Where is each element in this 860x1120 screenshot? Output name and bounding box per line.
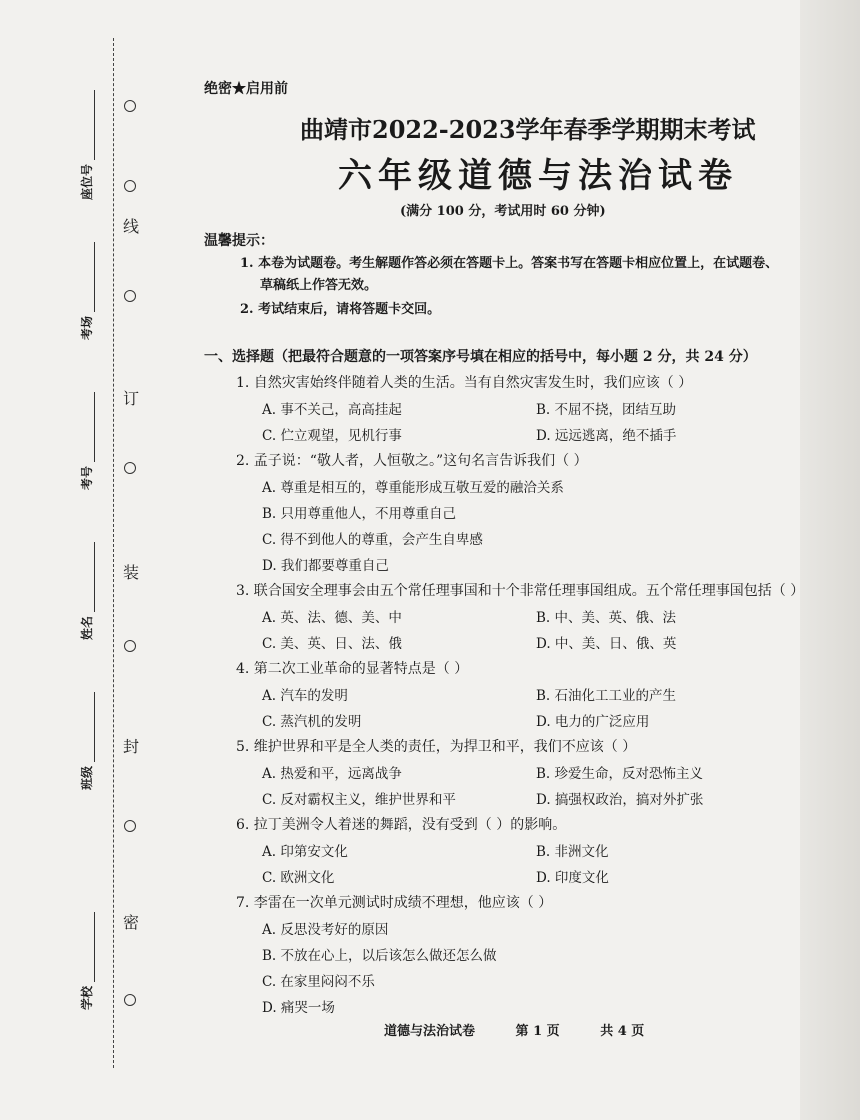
school-field[interactable] <box>78 912 95 1010</box>
binding-mark-feng: 封 <box>122 737 139 756</box>
option-c: C. 欧洲文化 <box>262 870 335 886</box>
page-footer <box>384 1020 680 1039</box>
question-stem: 3. 联合国安全理事会由五个常任理事国和十个非常任理事国组成。五个常任理事国包括（ ） <box>236 583 805 599</box>
option-c: C. 美、英、日、法、俄 <box>262 636 402 652</box>
binding-circle-icon <box>124 994 136 1006</box>
name-field[interactable] <box>78 542 95 640</box>
tip-item: 1. 本卷为试题卷。考生解题作答必须在答题卡上。答案书写在答题卡相应位置上，在试题卷、 <box>240 256 779 271</box>
option-d: D. 电力的广泛应用 <box>536 714 650 730</box>
exam-number-label: 考号 <box>80 465 94 490</box>
footer-page-total: 共 4 页 <box>600 1024 645 1039</box>
exam-title: 曲靖市2022-2023学年春季学期期末考试 <box>300 115 756 144</box>
binding-circle-icon <box>124 180 136 192</box>
option-d: D. 搞强权政治，搞对外扩张 <box>536 792 704 808</box>
option-b: B. 不放在心上，以后该怎么做还怎么做 <box>262 948 497 964</box>
section-heading: 一、选择题（把最符合题意的一项答案序号填在相应的括号中，每小题 2 分，共 24 分） <box>204 349 757 365</box>
question-stem: 6. 拉丁美洲令人着迷的舞蹈，没有受到（ ）的影响。 <box>236 817 567 833</box>
option-c: C. 在家里闷闷不乐 <box>262 974 375 990</box>
name-label: 姓名 <box>80 615 94 640</box>
option-c: C. 蒸汽机的发明 <box>262 714 362 730</box>
tip-item: 草稿纸上作答无效。 <box>260 278 378 293</box>
binding-circle-icon <box>124 290 136 302</box>
footer-page-number: 第 1 页 <box>515 1024 560 1039</box>
class-field[interactable] <box>78 692 95 790</box>
option-b: B. 只用尊重他人，不用尊重自己 <box>262 506 457 522</box>
option-d: D. 痛哭一场 <box>262 1000 335 1016</box>
question-stem: 4. 第二次工业革命的显著特点是（ ） <box>236 661 469 677</box>
option-a: A. 汽车的发明 <box>262 688 348 704</box>
option-a: A. 反思没考好的原因 <box>262 922 389 938</box>
option-a: A. 印第安文化 <box>262 844 348 860</box>
binding-mark-ding: 订 <box>122 389 139 408</box>
school-label: 学校 <box>80 985 94 1010</box>
option-c: C. 得不到他人的尊重，会产生自卑感 <box>262 532 483 548</box>
binding-dashed-line <box>113 38 114 1068</box>
footer-subject: 道德与法治试卷 <box>384 1024 476 1039</box>
option-a: A. 英、法、德、美、中 <box>262 610 402 626</box>
option-b: B. 非洲文化 <box>536 844 609 860</box>
tips-label: 温馨提示： <box>204 233 274 249</box>
option-d: D. 我们都要尊重自己 <box>262 558 389 574</box>
right-edge-shadow <box>800 0 860 1120</box>
exam-room-label: 考场 <box>80 315 94 340</box>
option-b: B. 中、美、英、俄、法 <box>536 610 677 626</box>
question-stem: 5. 维护世界和平是全人类的责任，为捍卫和平，我们不应该（ ） <box>236 739 637 755</box>
confidential-label: 绝密★启用前 <box>204 81 288 97</box>
option-a: A. 事不关己，高高挂起 <box>262 402 402 418</box>
score-note: (满分 100 分，考试用时 60 分钟) <box>400 204 606 219</box>
option-d: D. 远远逃离，绝不插手 <box>536 428 677 444</box>
binding-mark-zhuang: 装 <box>122 563 139 582</box>
option-a: A. 热爱和平，远离战争 <box>262 766 402 782</box>
option-b: B. 不屈不挠，团结互助 <box>536 402 677 418</box>
seat-number-field[interactable] <box>78 90 95 200</box>
question-stem: 7. 李雷在一次单元测试时成绩不理想，他应该（ ） <box>236 895 553 911</box>
binding-mark-xian: 线 <box>122 217 139 236</box>
question-stem: 1. 自然灾害始终伴随着人类的生活。当有自然灾害发生时，我们应该（ ） <box>236 375 693 391</box>
question-stem: 2. 孟子说：“敬人者，人恒敬之。”这句名言告诉我们（ ） <box>236 453 588 469</box>
class-label: 班级 <box>80 765 94 790</box>
option-b: B. 石油化工工业的产生 <box>536 688 677 704</box>
exam-room-field[interactable] <box>78 242 95 340</box>
seat-number-label: 座位号 <box>80 163 94 200</box>
binding-circle-icon <box>124 100 136 112</box>
option-a: A. 尊重是相互的，尊重能形成互敬互爱的融洽关系 <box>262 480 564 496</box>
option-c: C. 伫立观望，见机行事 <box>262 428 402 444</box>
paper-title: 六年级道德与法治试卷 <box>338 156 738 196</box>
option-d: D. 中、美、日、俄、英 <box>536 636 677 652</box>
binding-mark-mi: 密 <box>122 913 139 932</box>
binding-circle-icon <box>124 640 136 652</box>
option-d: D. 印度文化 <box>536 870 609 886</box>
tip-item: 2. 考试结束后，请将答题卡交回。 <box>240 302 441 317</box>
binding-circle-icon <box>124 462 136 474</box>
option-c: C. 反对霸权主义，维护世界和平 <box>262 792 456 808</box>
exam-number-field[interactable] <box>78 392 95 490</box>
option-b: B. 珍爱生命，反对恐怖主义 <box>536 766 704 782</box>
binding-circle-icon <box>124 820 136 832</box>
